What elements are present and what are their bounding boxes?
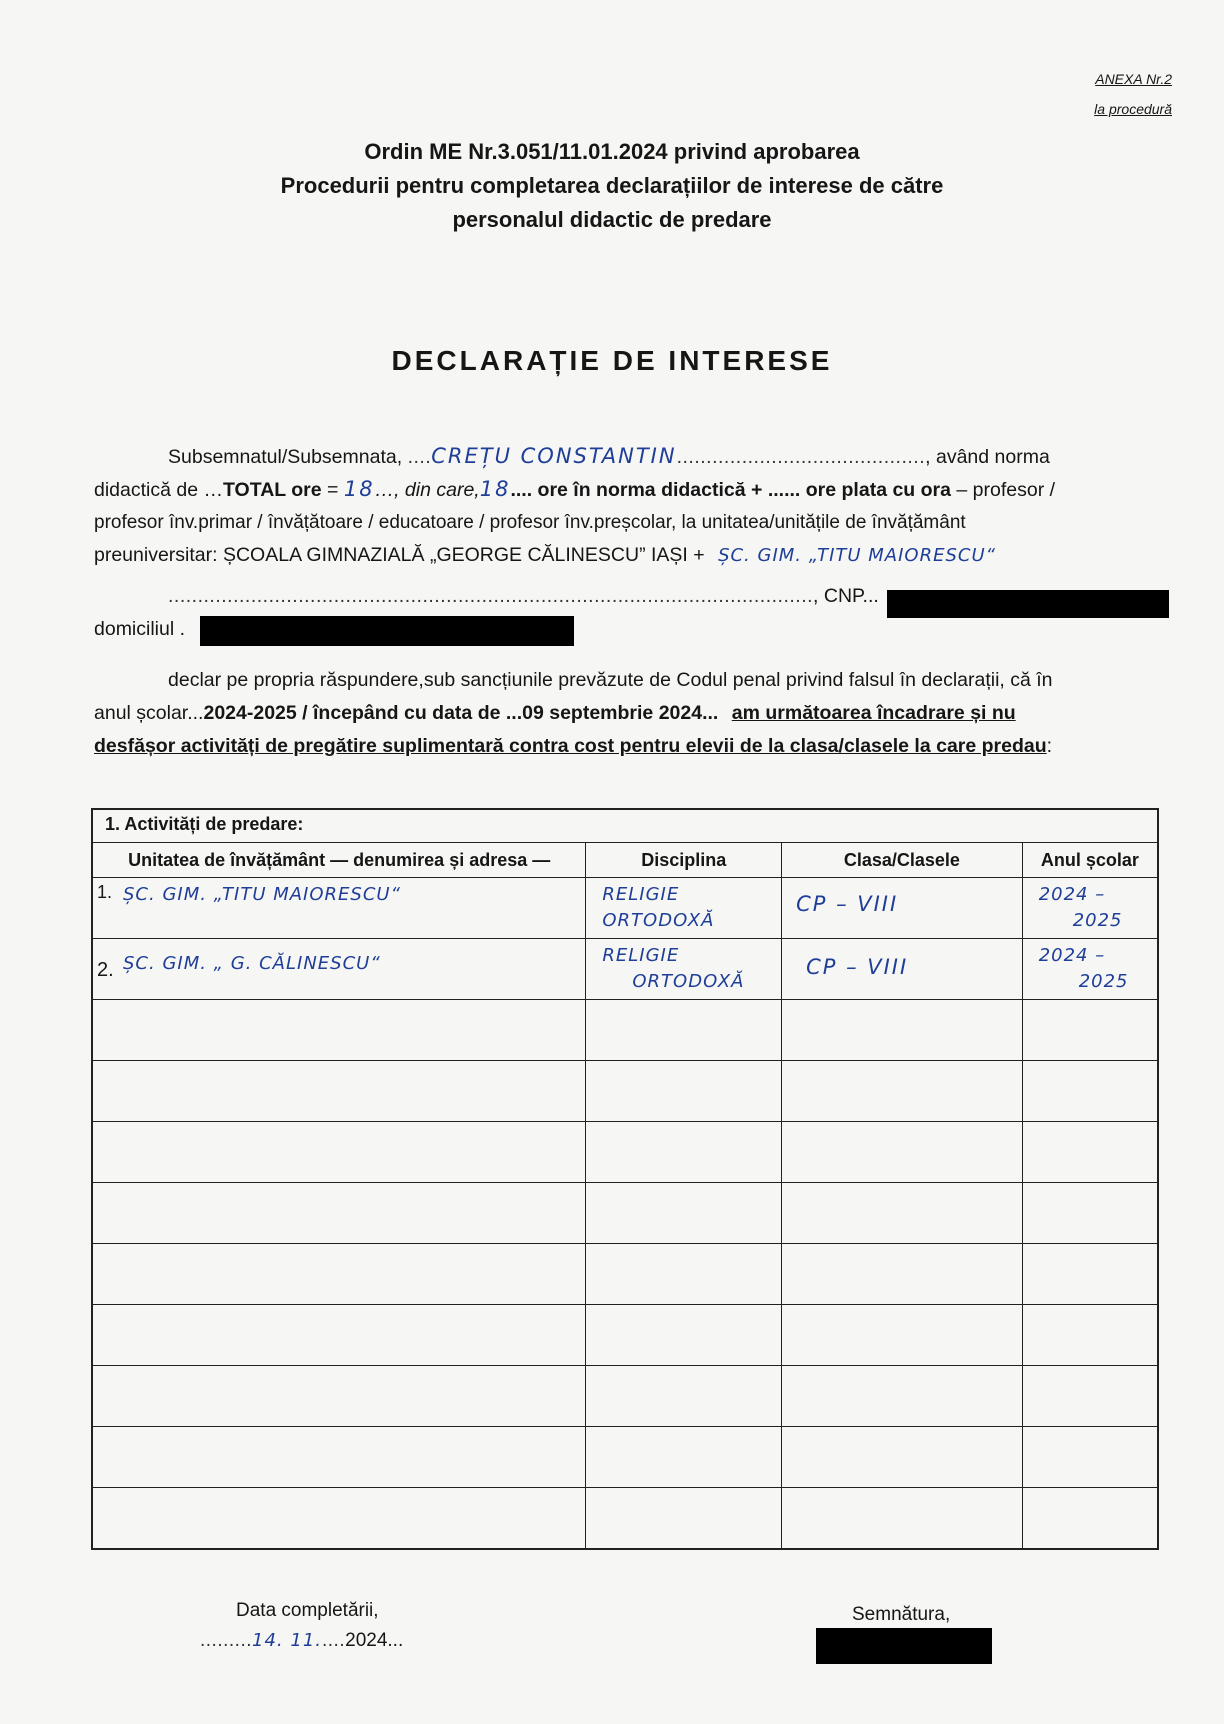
activities-statement-line: desfășor activități de pregătire suplimentară contra cost pentru elevii de la clasa/clasele la care predau: (94, 735, 1053, 757)
cnp-label: , CNP... (813, 585, 879, 607)
table-row (92, 1244, 1158, 1305)
row-unit: ȘC. GIM. „ G. CĂLINESCU“ (123, 953, 381, 974)
completion-date-label: Data completării, (236, 1600, 379, 1621)
table-caption: 1. Activități de predare: (92, 809, 1158, 843)
profession-line: profesor înv.primar / învățătoare / educatoare / profesor înv.preșcolar, la unitatea/unitățile de învățământ (94, 512, 966, 533)
order-line-1: Ordin ME Nr.3.051/11.01.2024 privind aprobarea (364, 139, 860, 164)
signature-redaction (816, 1628, 992, 1664)
table-row (92, 1122, 1158, 1183)
declarant-name: CREȚU CONSTANTIN (431, 444, 677, 468)
table-row (92, 1183, 1158, 1244)
table-row (92, 1366, 1158, 1427)
signature-label: Semnătura, (852, 1604, 951, 1625)
row-discipline: RELIGIE ORTODOXĂ (602, 945, 745, 992)
table-header-row (92, 843, 1158, 878)
order-heading (0, 135, 1224, 237)
teaching-activities-table (91, 808, 1159, 1550)
domiciliul-label: domiciliul . (94, 618, 186, 640)
header-unit: Unitatea de învățământ — denumirea și adresa — (92, 843, 586, 878)
annex-reference (1094, 64, 1172, 124)
declar-line: declar pe propria răspundere,sub sancțiunile prevăzute de Codul penal privind falsul în declarații, că în (168, 669, 1053, 691)
header-classes: Clasa/Clasele (782, 843, 1023, 878)
norma-line: didactică de …TOTAL ore = 18…, din care,18.... ore în norma didactică + ...... ore plata cu ora – profesor / (94, 477, 1056, 501)
cnp-line: ............................................................................................................., CNP... (168, 585, 879, 607)
annex-number: ANEXA Nr.2 (1095, 71, 1172, 87)
annex-procedure: la procedură (1094, 101, 1172, 117)
table-row (92, 1061, 1158, 1122)
row-classes: CP – VIII (796, 892, 899, 916)
name-line: Subsemnatul/Subsemnata, ....CREȚU CONSTANTIN.........................................., având norma (168, 444, 1050, 468)
table-row: 2. ȘC. GIM. „ G. CĂLINESCU“ RELIGIE ORTODOXĂ CP – VIII 2024 – 2025 (92, 939, 1158, 1000)
row-classes: CP – VIII (806, 955, 909, 979)
table-row (92, 1427, 1158, 1488)
completion-date: .........14. 11.....2024... (200, 1630, 404, 1651)
row-school-year: 2024 – 2025 (1038, 884, 1123, 931)
address-redaction (200, 616, 574, 646)
document-title: DECLARAȚIE DE INTERESE (391, 345, 833, 376)
cnp-redaction (887, 590, 1169, 618)
order-line-2: Procedurii pentru completarea declarațiilor de interese de către (280, 173, 944, 198)
second-school: ȘC. GIM. „TITU MAIORESCU“ (718, 545, 996, 566)
table-row (92, 1305, 1158, 1366)
order-line-3: personalul didactic de predare (452, 207, 772, 232)
table-row (92, 1000, 1158, 1061)
header-school-year: Anul școlar (1022, 843, 1158, 878)
avand-norma-text: , având norma (925, 446, 1050, 468)
row-school-year: 2024 – 2025 (1038, 945, 1129, 992)
total-hours-value: 18 (343, 477, 375, 501)
subsemnatul-label: Subsemnatul/Subsemnata, (168, 446, 403, 468)
row-unit: ȘC. GIM. „TITU MAIORESCU“ (123, 884, 401, 905)
table-row (92, 1488, 1158, 1550)
header-discipline: Disciplina (586, 843, 782, 878)
table-row: 1. ȘC. GIM. „TITU MAIORESCU“ RELIGIE ORTODOXĂ CP – VIII 2024 – 2025 (92, 878, 1158, 939)
norm-hours-value: 18 (479, 477, 511, 501)
school-year-line: anul școlar...2024-2025 / începând cu data de ...09 septembrie 2024... am următoarea încadrare și nu (94, 702, 1016, 724)
completion-date-block (200, 1596, 403, 1656)
row-discipline: RELIGIE ORTODOXĂ (602, 884, 715, 931)
signature-block (852, 1604, 950, 1626)
schools-line: preuniversitar: ȘCOALA GIMNAZIALĂ „GEORGE CĂLINESCU” IAȘI + ȘC. GIM. „TITU MAIORESCU“ (94, 544, 996, 566)
